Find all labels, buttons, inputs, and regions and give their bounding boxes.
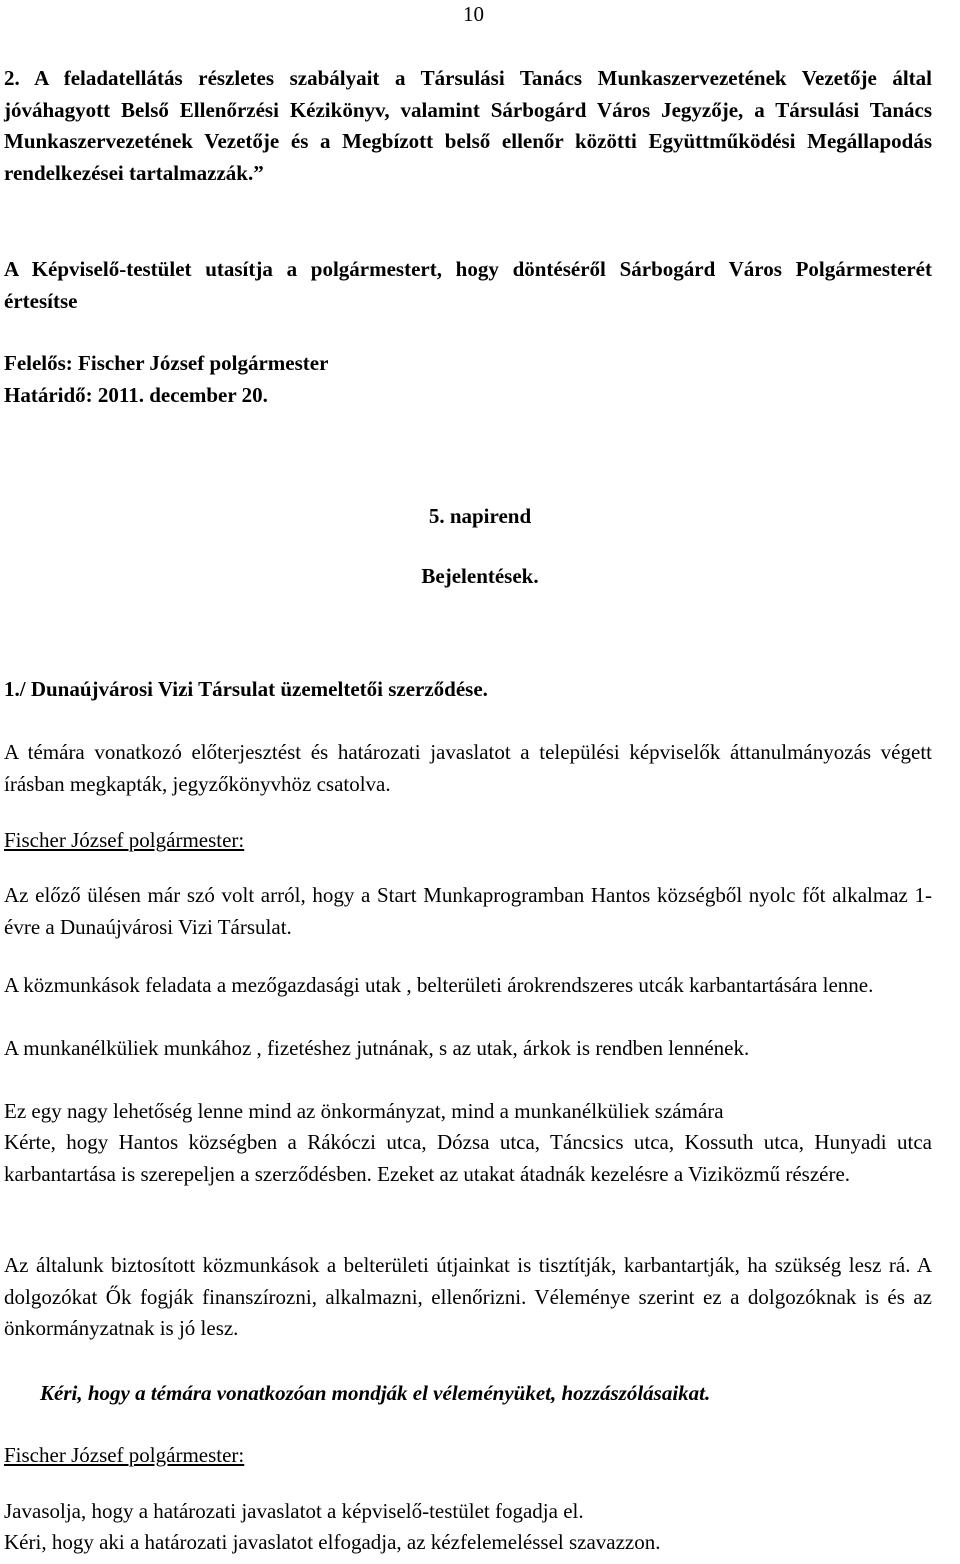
speech-paragraph: Az általunk biztosított közmunkások a belterületi útjainkat is tisztítják, karbantartják, ha szükség lesz rá. A dolgozókat Ők fogják finanszírozni, alkalmazni, ellenőrizni. Véleménye szerint ez a dolgozóknak is és az önkormányzatnak is jó lesz. [4,1253,932,1340]
responsible-line: Felelős: Fischer József polgármester [4,351,329,375]
speech-paragraph: A közmunkások feladata a mezőgazdasági utak , belterületi árokrendszeres utcák karbantartására lenne. [4,973,874,997]
speaker-heading: Fischer József polgármester: [4,1443,245,1467]
agenda-number: 5. napirend [428,504,532,528]
speech-line: Kéri, hogy aki a határozati javaslatot elfogadja, az kézfelemeléssel szavazzon. [4,1530,661,1554]
speech-paragraph: Ez egy nagy lehetőség lenne mind az önkormányzat, mind a munkanélküliek számára [4,1099,724,1123]
page-number: 10 [463,2,484,26]
speech-line: Javasolja, hogy a határozati javaslatot a képviselő-testület fogadja el. [4,1499,584,1523]
deadline-line: Határidő: 2011. december 20. [4,383,268,407]
speech-paragraph: Az előző ülésen már szó volt arról, hogy a Start Munkaprogramban Hantos községből nyolc főt alkalmaz 1- évre a Dunaújvárosi Vizi Társulat. [4,883,932,939]
agenda-title: Bejelentések. [421,564,539,588]
topic-intro: A témára vonatkozó előterjesztést és határozati javaslatot a települési képviselők áttanulmányozás végett írásban megkapták, jegyzőkönyvhöz csatolva. [4,740,932,796]
topic-title: 1./ Dunaújvárosi Vizi Társulat üzemeltetői szerződése. [4,677,488,701]
speaker-heading: Fischer József polgármester: [4,828,245,852]
speech-paragraph: A munkanélküliek munkához , fizetéshez jutnának, s az utak, árkok is rendben lennének. [4,1036,750,1060]
request-line: Kéri, hogy a témára vonatkozóan mondják el véleményüket, hozzászólásaikat. [40,1381,711,1405]
instruction-paragraph: A Képviselő-testület utasítja a polgármestert, hogy döntéséről Sárbogárd Város Polgármesterét értesítse [4,257,932,313]
speech-paragraph: Kérte, hogy Hantos községben a Rákóczi utca, Dózsa utca, Táncsics utca, Kossuth utca, Hunyadi utca karbantartása is szerepeljen a szerződésben. Ezeket az utakat átadnák kezelésre a Viziközmű részére. [4,1130,932,1186]
item-2-paragraph: 2. A feladatellátás részletes szabályait a Társulási Tanács Munkaszervezetének Vezetője által jóváhagyott Belső Ellenőrzési Kézikönyv, valamint Sárbogárd Város Jegyzője, a Társulási Tanács Munkaszervezetének Vezetője és a Megbízott belső ellenőr közötti Együttműködési Megállapodás rendelkezései tartalmazzák.” [4,66,932,185]
